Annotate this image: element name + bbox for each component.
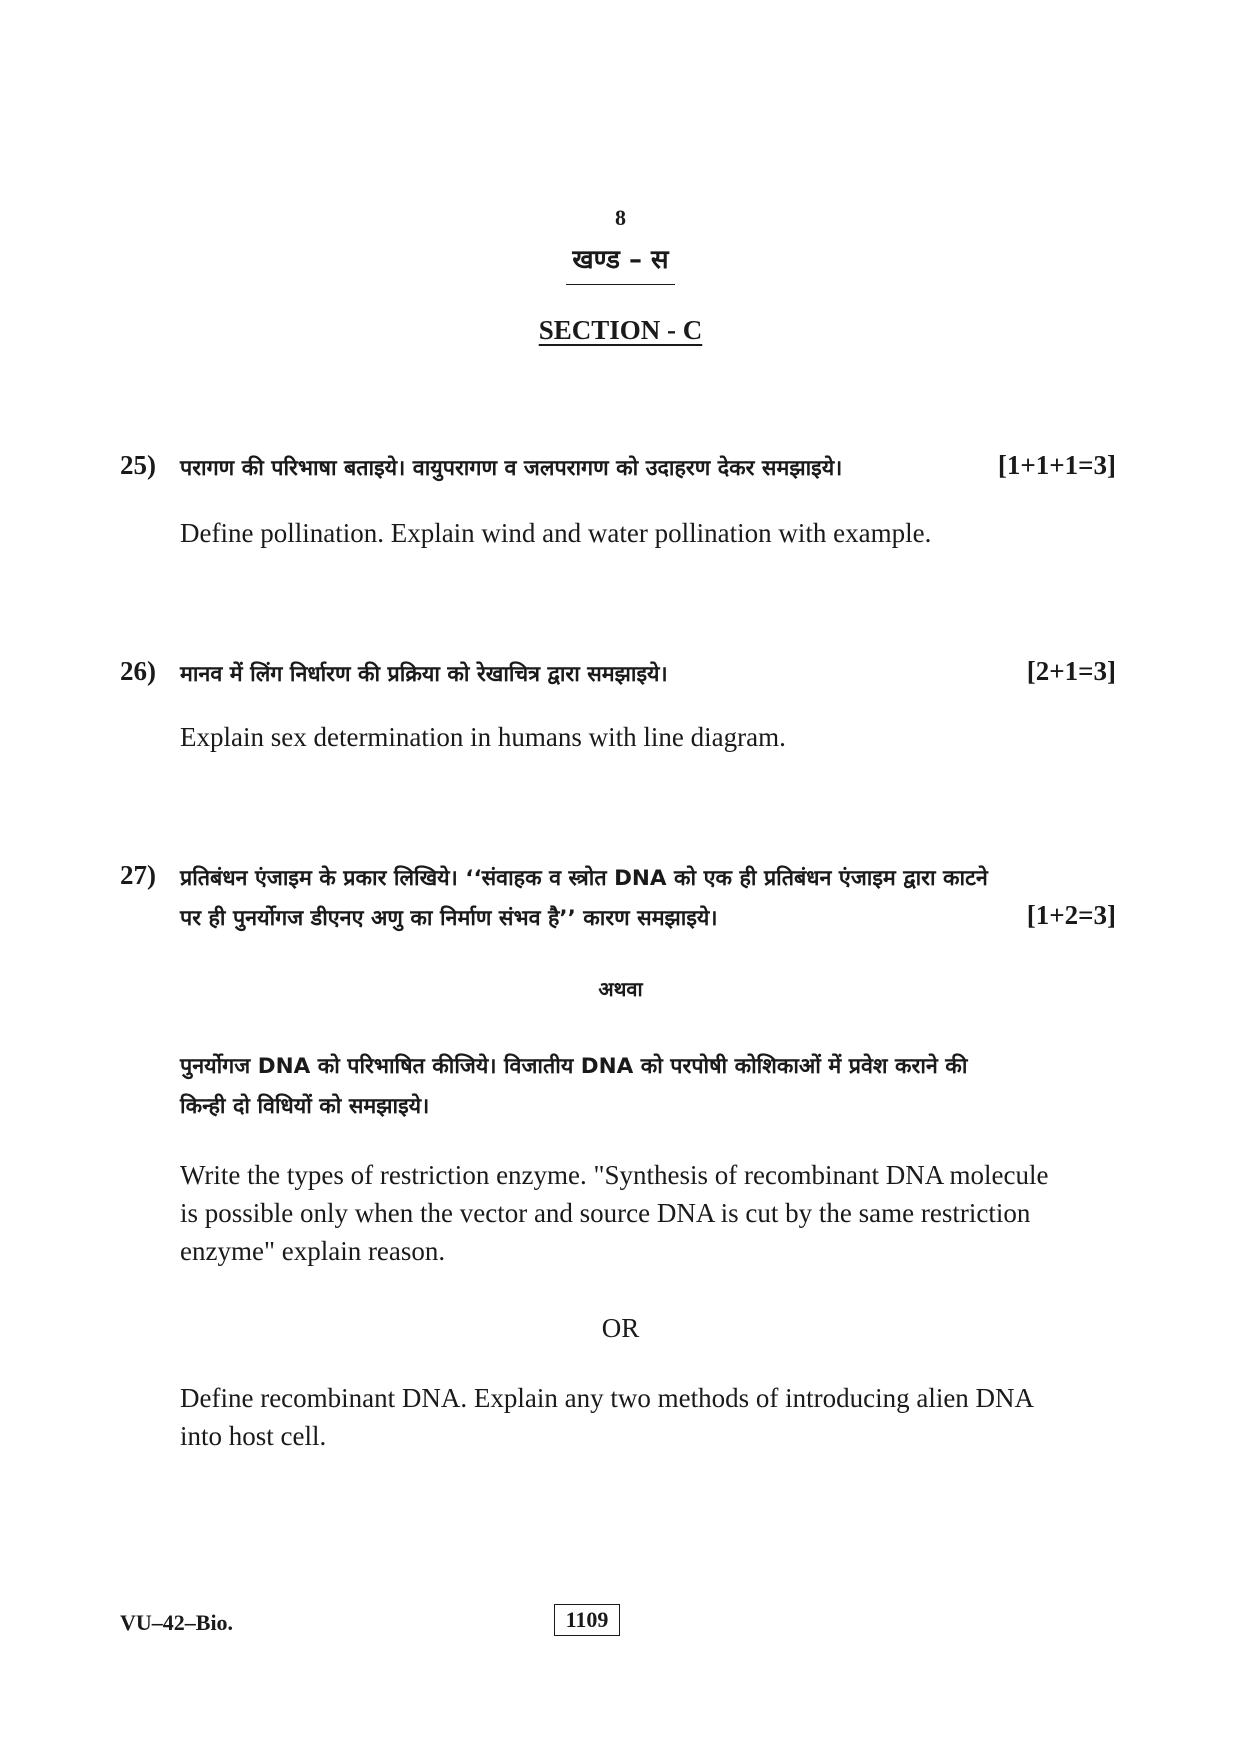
page-number: 8 — [615, 205, 626, 230]
question-number: 27) — [120, 860, 156, 890]
question-english-line: Explain sex determination in humans with line diagram. — [180, 722, 786, 752]
question-marks: [1+1+1=3] — [997, 450, 1116, 480]
alt-english-line: Define recombinant DNA. Explain any two methods of introducing alien DNA — [180, 1383, 1035, 1413]
question-hindi-line: मानव में लिंग निर्धारण की प्रक्रिया को रेखाचित्र द्वारा समझाइये। — [180, 662, 668, 687]
question-hindi-line: परागण की परिभाषा बताइये। वायुपरागण व जलपरागण को उदाहरण देकर समझाइये। — [180, 456, 843, 481]
section-title-hindi — [0, 240, 1241, 285]
question-hindi-line: पर ही पुनर्योगज डीएनए अणु का निर्माण संभव है’’ कारण समझाइये। — [180, 906, 718, 931]
alt-english-line: into host cell. — [180, 1421, 327, 1451]
question-english-line: Write the types of restriction enzyme. "Synthesis of recombinant DNA molecule — [180, 1160, 1049, 1190]
section-title-english: SECTION - C — [538, 315, 703, 345]
alt-hindi-line: किन्ही दो विधियों को समझाइये। — [180, 1094, 430, 1119]
or-english: OR — [601, 1313, 640, 1343]
question-number: 26) — [120, 656, 156, 686]
question-english-line: is possible only when the vector and source DNA is cut by the same restriction — [180, 1198, 1031, 1228]
alt-hindi-line: पुनर्योगज DNA को परिभाषित कीजिये। विजातीय DNA को परपोषी कोशिकाओं में प्रवेश कराने की — [180, 1054, 968, 1079]
question-marks: [2+1=3] — [1026, 656, 1116, 686]
question-number: 25) — [120, 450, 156, 480]
footer-booklet-number: 1109 — [554, 1604, 620, 1636]
question-english-line: enzyme" explain reason. — [180, 1236, 446, 1266]
question-marks: [1+2=3] — [1026, 900, 1116, 930]
or-hindi: अथवा — [598, 977, 643, 1001]
footer-paper-code: VU–42–Bio. — [120, 1610, 234, 1635]
question-hindi-line: प्रतिबंधन एंजाइम के प्रकार लिखिये। ‘‘संवाहक व स्त्रोत DNA को एक ही प्रतिबंधन एंजाइम द्वारा काटने — [180, 866, 988, 891]
section-title-hindi-text: खण्ड – स — [566, 240, 674, 285]
question-english-line: Define pollination. Explain wind and water pollination with example. — [180, 518, 932, 548]
